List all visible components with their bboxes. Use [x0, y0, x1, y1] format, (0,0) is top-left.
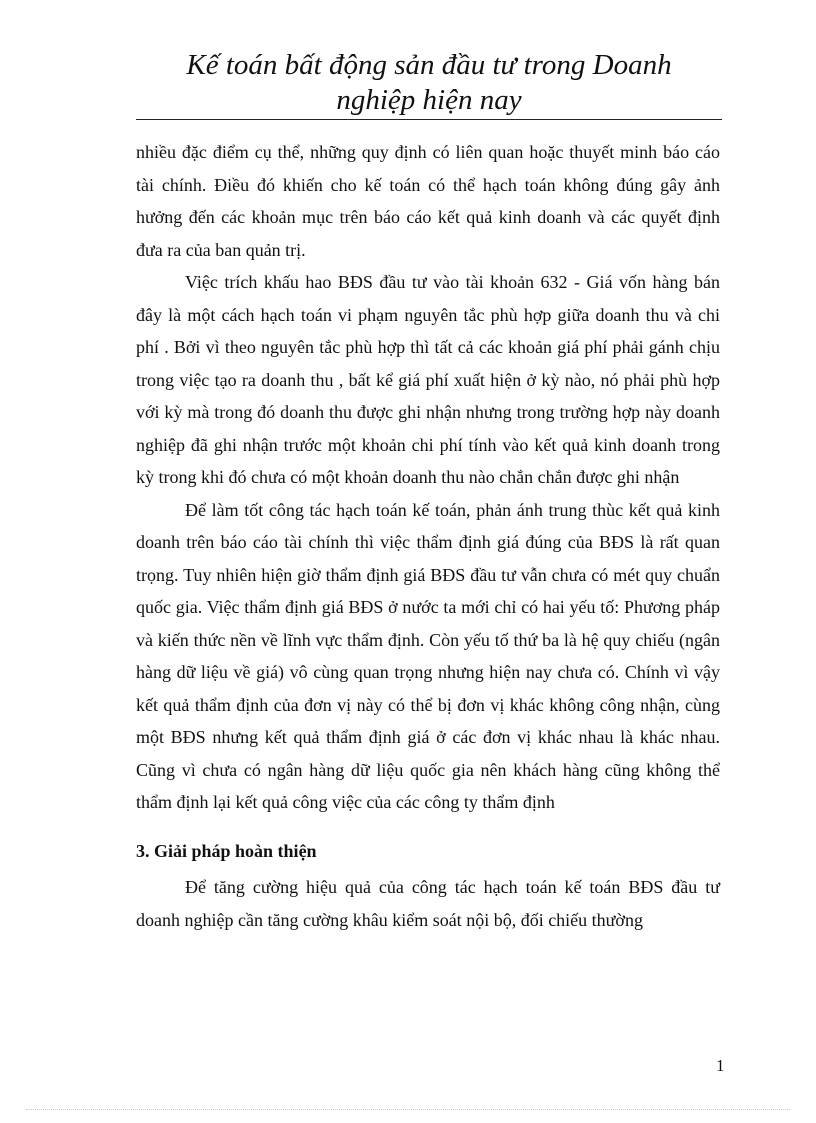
title-line-2: nghiệp hiện nay [336, 84, 522, 116]
section-heading: 3. Giải pháp hoàn thiện [136, 840, 317, 861]
document-body [136, 136, 720, 936]
page-bottom-border [26, 1109, 790, 1110]
title-divider [136, 119, 722, 120]
title-line-1: Kế toán bất động sản đầu tư trong Doanh [186, 49, 672, 81]
paragraph-3: Để làm tốt công tác hạch toán kế toán, phản ánh trung thùc kết quả kinh doanh trên báo cáo tài chính thì việc thẩm định giá đúng của BĐS là rất quan trọng. Tuy nhiên hiện giờ thẩm định giá BĐS đầu tư vẫn chưa có mét quy chuẩn quốc gia. Việc thẩm định giá BĐS ở nước ta mới chỉ có hai yếu tố: Phương pháp và kiến thức nền về lĩnh vực thẩm định. Còn yếu tố thứ ba là hệ quy chiếu (ngân hàng dữ liệu về giá) vô cùng quan trọng nhưng hiện nay chưa có. Chính vì vậy kết quả thẩm định của đơn vị này có thể bị đơn vị khác không công nhận, cùng một BĐS nhưng kết quả thẩm định giá ở các đơn vị khác nhau là khác nhau. Cũng vì chưa có ngân hàng dữ liệu quốc gia nên khách hàng cũng không thể thẩm định lại kết quả công việc của các công ty thẩm định [136, 499, 720, 812]
document-title [136, 48, 722, 118]
paragraph-2: Việc trích khấu hao BĐS đầu tư vào tài khoản 632 - Giá vốn hàng bán đây là một cách hạch toán vi phạm nguyên tắc phù hợp giữa doanh thu và chi phí . Bởi vì theo nguyên tắc phù hợp thì tất cả các khoản giá phí phải gánh chịu trong việc tạo ra doanh thu , bất kể giá phí xuất hiện ở kỳ nào, nó phải phù hợp với kỳ mà trong đó doanh thu được ghi nhận nhưng trong trường hợp này doanh nghiệp đã ghi nhận trước một khoản chi phí tính vào kết quả kinh doanh trong kỳ trong khi đó chưa có một khoản doanh thu nào chắn chắn được ghi nhận [136, 272, 720, 487]
paragraph-1: nhiều đặc điểm cụ thể, những quy định có liên quan hoặc thuyết minh báo cáo tài chính. Điều đó khiến cho kế toán có thể hạch toán không đúng gây ảnh hưởng đến các khoản mục trên báo cáo kết quả kinh doanh và các quyết định đưa ra của ban quản trị. [136, 142, 720, 260]
page-number: 1 [716, 1056, 725, 1075]
paragraph-4: Để tăng cường hiệu quả của công tác hạch toán kế toán BĐS đầu tư doanh nghiệp cần tăng cường khâu kiểm soát nội bộ, đối chiếu thường [136, 877, 720, 930]
